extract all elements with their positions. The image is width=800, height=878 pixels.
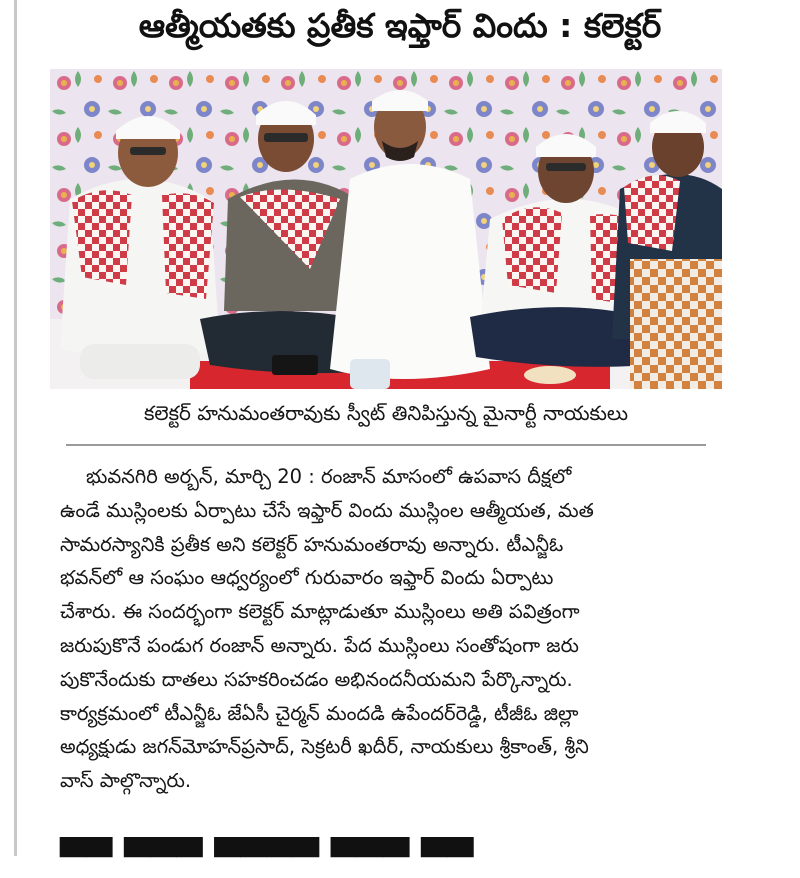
mobile-phone [272, 355, 318, 375]
article-line: పుకొనేందుకు దాతలు సహకరించడం అభినందనీయమని పేర్కొన్నారు. [60, 667, 573, 691]
next-article-headline-glyphs: ▀▀ ▀▀▀ ▀▀▀▀ ▀▀▀ ▀▀ [60, 838, 474, 878]
woven-basket [630, 259, 722, 389]
article-line: సామరస్యానికి ప్రతీక అని కలెక్టర్ హనుమంతరావు అన్నారు. టీఎన్జీఓ [60, 532, 564, 556]
news-photo-illustration [50, 69, 722, 389]
article-line: జరుపుకొనే పండుగ రంజాన్ అన్నారు. పేద ముస్లింలు సంతోషంగా జరు [60, 633, 579, 657]
news-photo [50, 69, 722, 389]
article-line: వాస్ పాల్గొన్నారు. [60, 769, 192, 793]
article-headline: ఆత్మీయతకు ప్రతీక ఇఫ్తార్ విందు : కలెక్టర్ [138, 6, 662, 45]
photo-caption: కలెక్టర్ హనుమంతరావుకు స్వీట్ తినిపిస్తున్న మైనార్టీ నాయకులు [143, 401, 629, 425]
water-bottle [350, 359, 390, 389]
caption-divider [66, 444, 706, 446]
article-line: చేశారు. ఈ సందర్భంగా కలెక్టర్ మాట్లాడుతూ ముస్లింలు అతి పవిత్రంగా [60, 600, 580, 624]
article-line: భవన్‌లో ఆ సంఘం ఆధ్వర్యంలో గురువారం ఇఫ్తార్ విందు ఏర్పాటు [60, 566, 554, 590]
column-divider [14, 0, 17, 856]
next-article-headline-cropped [60, 836, 740, 878]
article-line: భువనగిరి అర్బన్, మార్చి 20 : రంజాన్ మాసంలో ఉపవాస దీక్షలో [86, 465, 572, 488]
article-line: అధ్యక్షుడు జగన్‌మోహన్‌ప్రసాద్, సెక్రటరీ ఖదీర్, నాయకులు శ్రీకాంత్, శ్రీని [60, 735, 589, 759]
article-body [60, 460, 734, 798]
article-line: ఉండే ముస్లింలకు ఏర్పాటు చేసే ఇఫ్తార్ విందు ముస్లింల ఆత్మీయత, మత [60, 498, 594, 522]
sweet-plate [524, 366, 576, 384]
article-line: కార్యక్రమంలో టీఎన్జీఓ జేఏసీ చైర్మన్ మందడి ఉపేందర్‌రెడ్డి, టీజీఓ జిల్లా [60, 701, 579, 725]
